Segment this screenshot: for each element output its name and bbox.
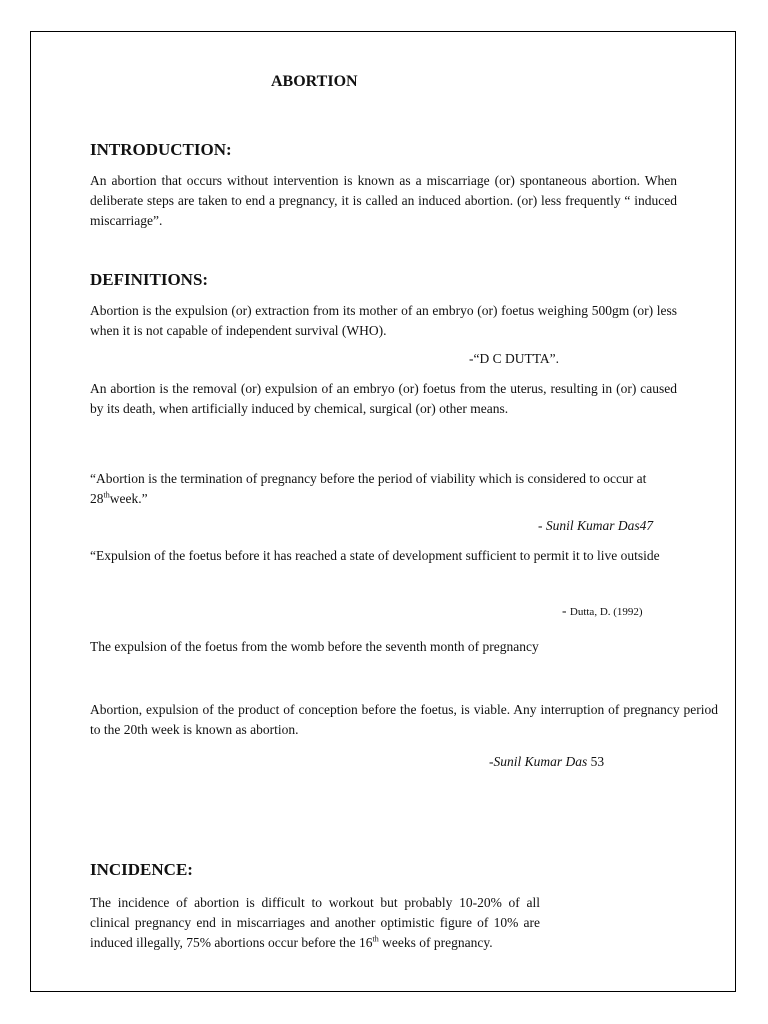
- definition-viability-text-end: week.”: [109, 491, 148, 506]
- introduction-paragraph: An abortion that occurs without intervention is known as a miscarriage (or) spontaneous abortion. When deliberate steps are taken to end a pregnancy, it is called an induced abortion. (or) less frequently “ induced miscarriage”.: [90, 173, 677, 228]
- definition-conception-paragraph: Abortion, expulsion of the product of conception before the foetus, is viable. Any interruption of pregnancy period to the 20th week is known as abortion.: [90, 702, 718, 737]
- definition-who-paragraph: Abortion is the expulsion (or) extraction from its mother of an embryo (or) foetus weighing 500gm (or) less when it is not capable of independent survival (WHO).: [90, 303, 677, 338]
- definition-viability-attribution: - Sunil Kumar Das47: [538, 518, 654, 533]
- definition-who-attribution: -“D C DUTTA”.: [469, 351, 560, 366]
- definitions-heading: DEFINITIONS:: [90, 270, 209, 289]
- definition-conception-attribution-number: 53: [590, 754, 605, 769]
- definition-viability-superscript: th: [103, 490, 110, 500]
- definition-development-paragraph: “Expulsion of the foetus before it has reached a state of development sufficient to permit it to live outside: [90, 548, 660, 563]
- definition-conception-attribution: [489, 752, 604, 772]
- incidence-paragraph: [90, 893, 540, 953]
- document-title: ABORTION: [271, 73, 358, 90]
- definition-conception-attribution-name: -Sunil Kumar Das: [489, 754, 588, 769]
- definition-womb-paragraph: The expulsion of the foetus from the womb before the seventh month of pregnancy: [90, 639, 539, 654]
- definition-development-attribution-dash: -: [562, 603, 567, 618]
- incidence-superscript: th: [372, 934, 379, 944]
- definition-viability-paragraph: [90, 469, 677, 509]
- incidence-heading: INCIDENCE:: [90, 860, 193, 879]
- definition-viability-text: “Abortion is the termination of pregnancy before the period of viability which is considered to occur at 28: [90, 471, 647, 506]
- incidence-text: The incidence of abortion is difficult to workout but probably 10-20% of all clinical pregnancy end in miscarriages and another optimistic figure of 10% are induced illegally, 75% abortions occur before the 16: [90, 895, 540, 950]
- definition-removal-paragraph: An abortion is the removal (or) expulsion of an embryo (or) foetus from the uterus, resulting in (or) caused by its death, when artificially induced by chemical, surgical (or) other means.: [90, 381, 677, 416]
- incidence-text-end: weeks of pregnancy.: [378, 935, 493, 950]
- definition-development-attribution: [562, 601, 643, 622]
- definition-development-attribution-text: Dutta, D. (1992): [569, 606, 643, 618]
- introduction-heading: INTRODUCTION:: [90, 140, 232, 159]
